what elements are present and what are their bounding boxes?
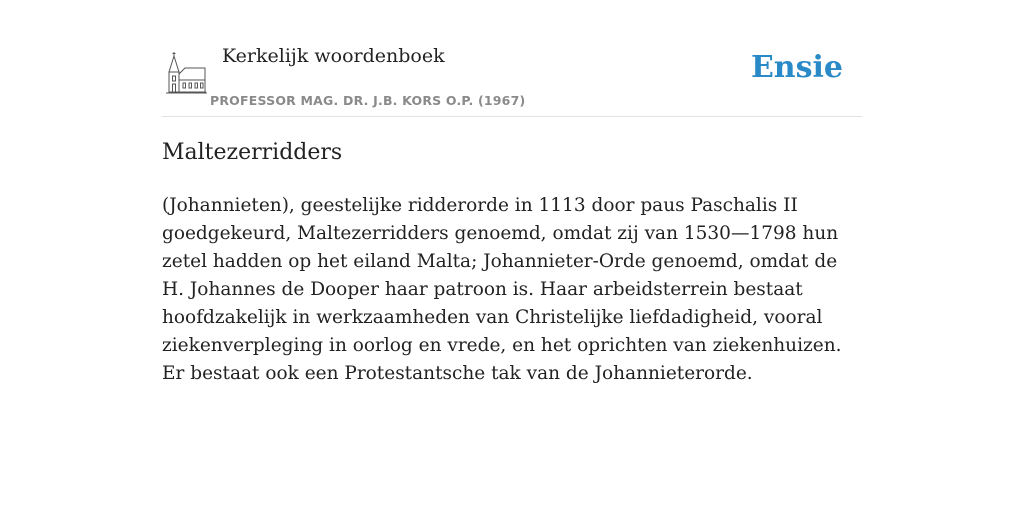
dictionary-title[interactable]: Kerkelijk woordenboek (222, 45, 445, 67)
dictionary-author: PROFESSOR MAG. DR. J.B. KORS O.P. (1967) (210, 93, 526, 108)
church-icon (165, 50, 207, 94)
brand-logo[interactable]: Ensie (750, 50, 843, 85)
page-container (162, 0, 862, 384)
entry-title: Maltezerridders (162, 140, 343, 165)
dictionary-header (162, 0, 862, 117)
entry-body: (Johannieten), geestelijke ridderorde in 1113 door paus Paschalis II goedgekeurd, Maltezerridders genoemd, omdat zij van 1530—1798 hun zetel hadden op het eiland Malta; Johannieter-Orde genoemd, omdat de H. Johannes de Dooper haar patroon is. Haar arbeidsterrein bestaat hoofdzakelijk in werkzaamheden van Christelijke liefdadigheid, vooral ziekenverpleging in oorlog en vrede, en het oprichten van ziekenhuizen. Er bestaat ook een Protestantsche tak van de Johannieterorde. (162, 195, 842, 384)
